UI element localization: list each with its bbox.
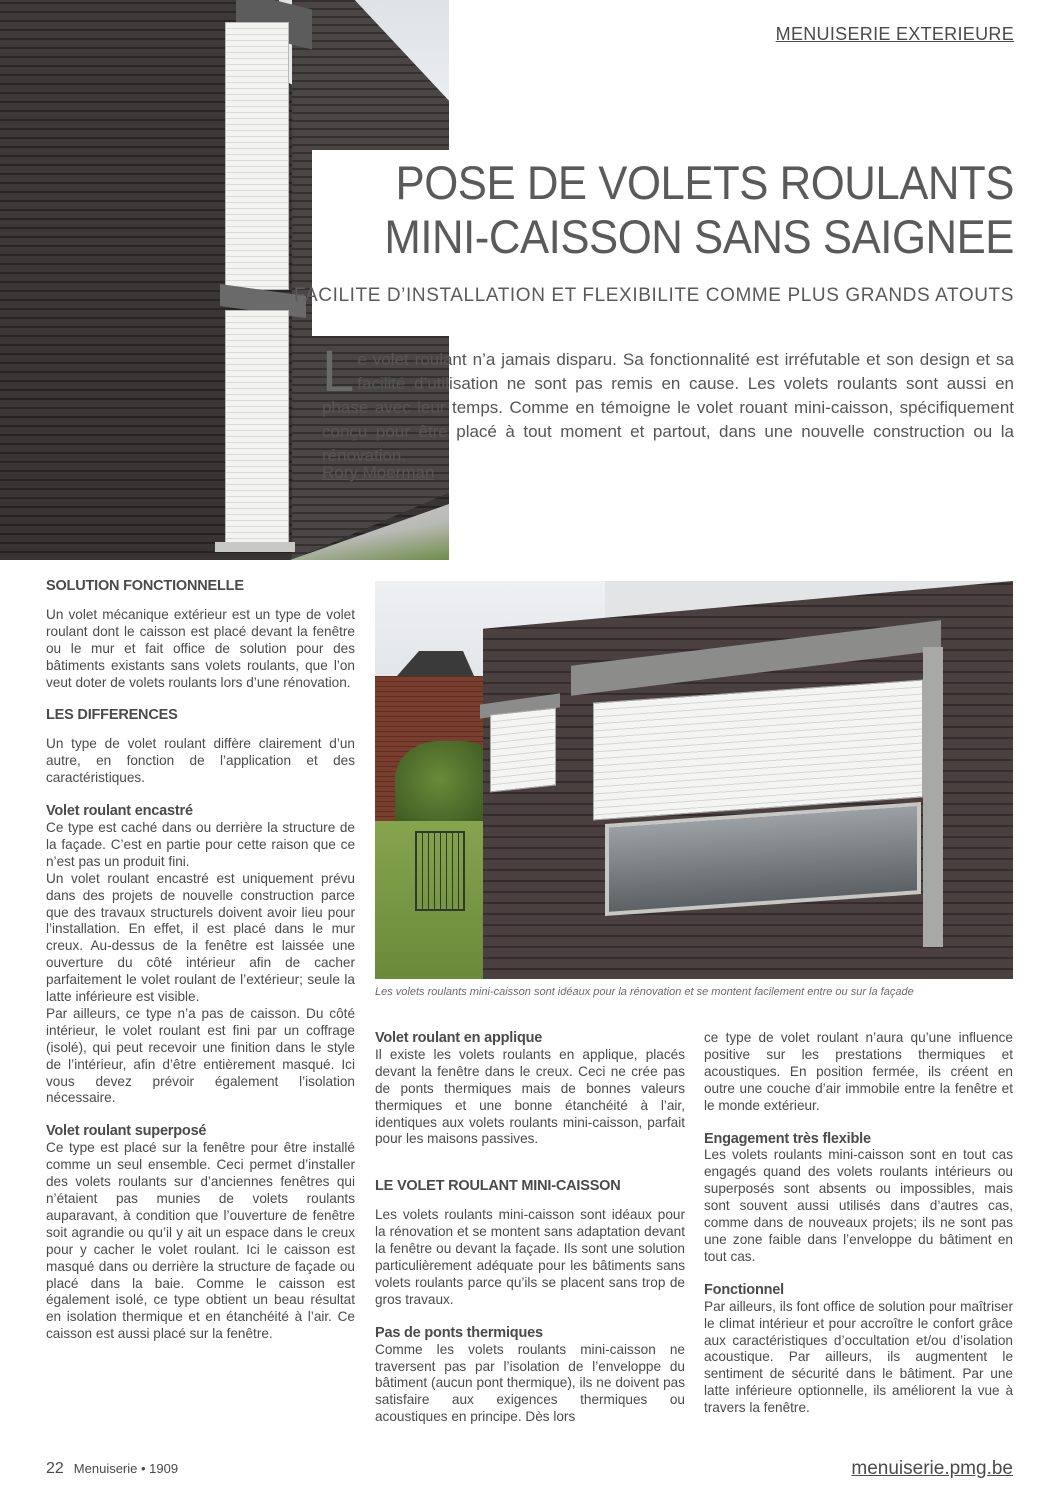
author-byline: Rory Moerman — [322, 463, 435, 482]
subheading-volet-superpose: Volet roulant superposé — [46, 1123, 207, 1140]
subheading-volet-encastre: Volet roulant encastré — [46, 803, 193, 820]
column-right — [704, 1030, 1013, 1417]
paragraph: Ce type est placé sur la fenêtre pour être installé comme un seul ensemble. Ceci permet d’installer des volets roulants sur d’anciennes fenêtres qui n’étaient pas munies de volets roulants auparavant, à condition que l’ouverture de fenêtre soit agrandie ou qu’il y ait un espace dans le creux pour y cacher le volet roulant. Ici le caisson est masqué dans ou derrière la structure de façade ou placé dans la baie. Comme le caisson est également isolé, ce type obtient un beau résultat en isolation thermique et en étanchéité à l’air. Ce caisson est aussi placé sur la fenêtre. — [46, 1140, 355, 1342]
subtitle: FACILITE D’INSTALLATION ET FLEXIBILITE COMME PLUS GRANDS ATOUTS — [293, 285, 1014, 306]
heading-mini-caisson: LE VOLET ROULANT MINI-CAISSON — [375, 1178, 621, 1195]
website-link[interactable]: menuiserie.pmg.be — [851, 1458, 1013, 1479]
magazine-issue: Menuiserie • 1909 — [73, 1461, 179, 1476]
hero-window-sill — [215, 542, 295, 552]
heading-les-differences: LES DIFFERENCES — [46, 707, 178, 724]
subheading-ponts-thermiques: Pas de ponts thermiques — [375, 1324, 543, 1341]
paragraph: Ce type est caché dans ou derrière la structure de la façade. C’est en partie pour cette raison que ce n’est pas un produit fini. — [46, 819, 355, 869]
hero-shutter-upper — [225, 22, 289, 290]
paragraph: Un type de volet roulant diffère clairement d’un autre, en fonction de l’application et des caractéristiques. — [46, 736, 355, 786]
paragraph: Les volets roulants mini-caisson sont idéaux pour la rénovation et se montent sans adaptation devant la fenêtre ou devant la façade. Ils sont une solution particulièrement adéquate pour les bâtiments sans volets roulants parce qu’ils se placent sans trop de gros travaux. — [375, 1207, 685, 1307]
paragraph: Il existe les volets roulants en applique, placés devant la fenêtre dans le creux. Ceci ne crée pas de ponts thermiques mais de bonnes valeurs thermiques et une bonne étanchéité à l’air, identiques aux volets roulants mini-caisson, parfait pour les maisons passives. — [375, 1046, 685, 1147]
paragraph: ce type de volet roulant n’aura qu’une influence positive sur les prestations thermiques et acoustiques. En position fermée, ils créent en outre une couche d’air immobile entre la fenêtre et le monde extérieur. — [704, 1030, 1013, 1113]
section-label: MENUISERIE EXTERIEURE — [775, 24, 1014, 44]
page-number: 22 — [46, 1460, 64, 1477]
subheading-engagement-flexible: Engagement très flexible — [704, 1130, 871, 1147]
photo-shutter-small — [490, 708, 556, 793]
photo-shutter-large — [593, 679, 923, 820]
paragraph: Par ailleurs, ils font office de solution pour maîtriser le climat intérieur et pour accroître le confort grâce aux caractéristiques d’occultation et/ou d’isolation acoustique. Par ailleurs, ils augmentent le sentiment de sécurité dans le bâtiment. Par une latte inférieure optionnelle, ils améliorent la vue à travers la fenêtre. — [704, 1298, 1013, 1416]
photo-caption: Les volets roulants mini-caisson sont idéaux pour la rénovation et se montent facilement entre ou sur la façade — [375, 986, 914, 998]
paragraph: Comme les volets roulants mini-caisson ne traversent pas par l’isolation de l’enveloppe du bâtiment (aucun pont thermique), ils ne doivent pas satisfaire aux exigences thermiques ou acoustiques en principe. Dès lors — [375, 1341, 685, 1425]
photo-side-rail — [923, 647, 943, 947]
subheading-volet-applique: Volet roulant en applique — [375, 1030, 543, 1046]
paragraph: Un volet roulant encastré est uniquement prévu dans des projets de nouvelle construction parce que des travaux structurels doivent avoir lieu pour l’installation. En effet, il est placé dans le mur creux. Au-dessus de la fenêtre est laissée une ouverture du côté intérieur afin de cacher parfaitement le volet roulant de l’extérieur; seule la latte inférieure est visible. — [46, 870, 355, 1005]
paragraph: Par ailleurs, ce type n’a pas de caisson. Du côté intérieur, le volet roulant est fini par un coffrage (isolé), qui peut recevoir une finition dans le style de l’intérieur, afin d’être entièrement masqué. Ici vous devez prévoir également l’isolation nécessaire. — [46, 1005, 355, 1106]
title-line-2: MINI-CAISSON SANS SAIGNEE — [384, 210, 1014, 263]
title-line-1: POSE DE VOLETS ROULANTS — [395, 156, 1014, 209]
photo-gate — [415, 831, 465, 911]
drop-cap: L — [322, 339, 355, 404]
heading-solution-fonctionnelle: SOLUTION FONCTIONNELLE — [46, 578, 244, 594]
article-photo — [375, 581, 1013, 979]
intro-text: e volet roulant n’a jamais disparu. Sa fonctionnalité est irréfutable et son design et sa facilité d’utilisation ne sont pas remis en cause. Les volets roulants sont aussi en phase avec leur temps. Comme en témoigne le volet rouant mini-caisson, spécifiquement conçu pour être placé à tout moment et partout, dans une nouvelle construction ou la rénovation. — [322, 350, 1014, 465]
column-middle — [375, 1030, 685, 1426]
folio — [46, 1460, 178, 1478]
intro-paragraph — [322, 339, 1014, 468]
paragraph: Les volets roulants mini-caisson sont en tout cas engagés quand des volets roulants intérieurs ou superposés sont absents ou impossibles, mais sont souvent aussi utilisés dans d’autres cas, comme dans de nouveaux projets; ils ne sont pas une zone faible dans l’enveloppe du bâtiment en tout cas. — [704, 1147, 1013, 1264]
column-left — [46, 578, 355, 1343]
paragraph: Un volet mécanique extérieur est un type de volet roulant dont le caisson est placé devant la fenêtre ou le mur et fait office de solution pour des bâtiments existants sans volets roulants, que l’on veut doter de volets roulants lors d’une rénovation. — [46, 606, 355, 690]
hero-shutter-lower — [225, 310, 289, 546]
subheading-fonctionnel: Fonctionnel — [704, 1281, 784, 1298]
